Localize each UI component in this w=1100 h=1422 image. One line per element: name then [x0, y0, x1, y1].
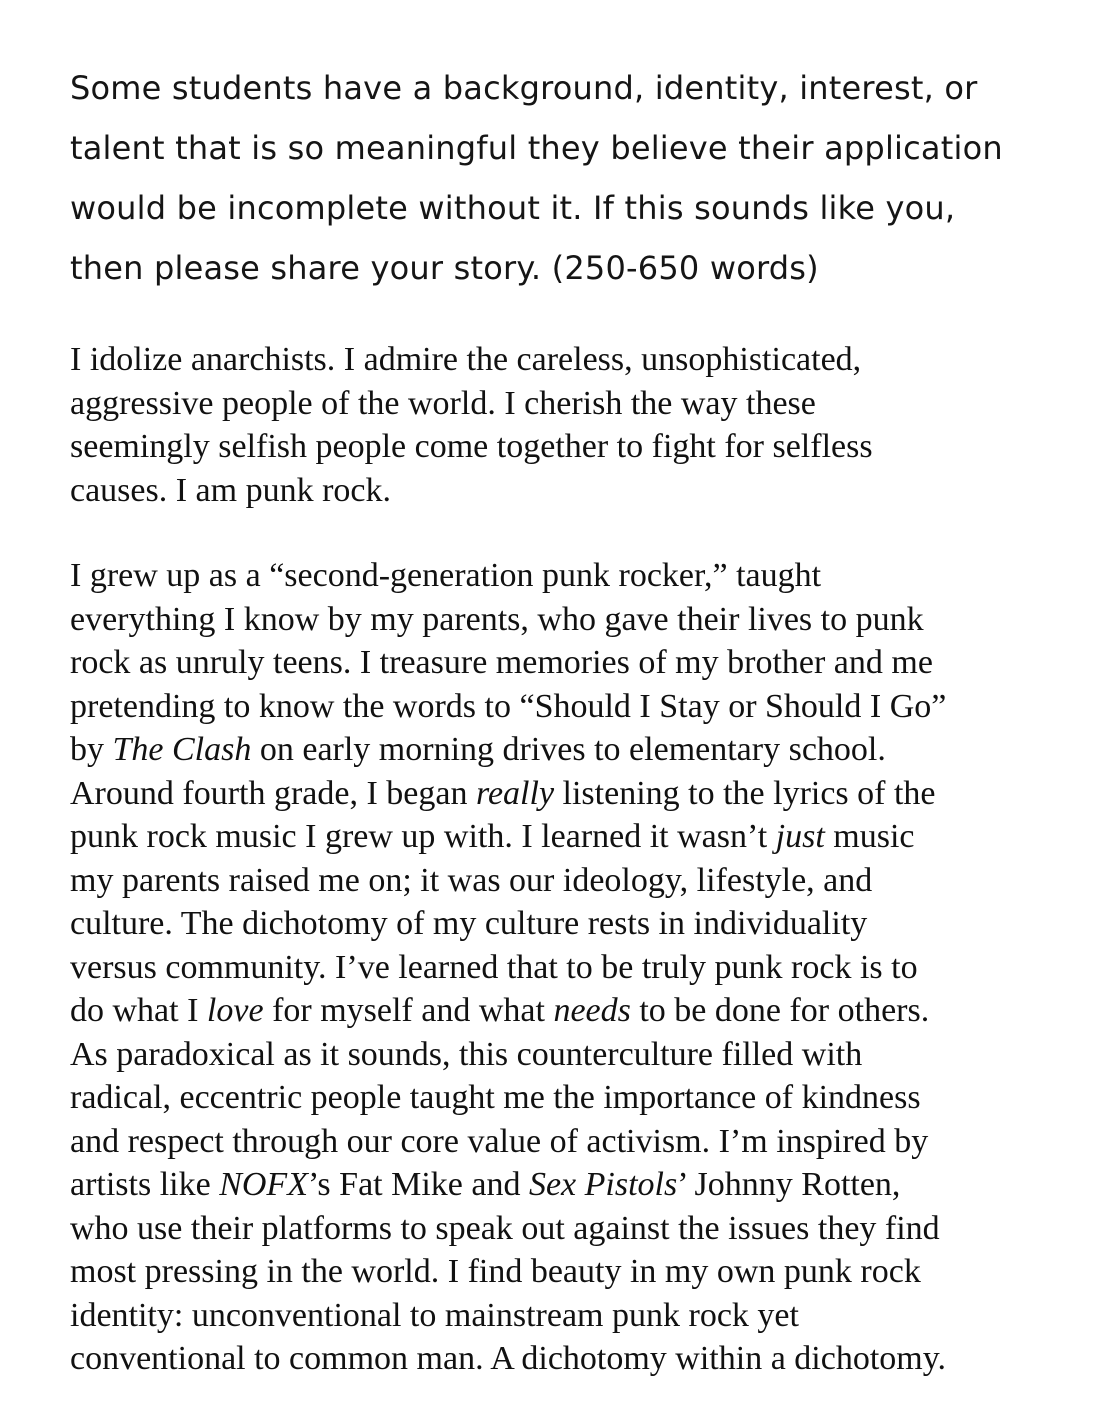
essay-line: pretending to know the words to “Should I Stay or Should I Go”	[70, 687, 947, 725]
prompt-line: Some students have a background, identity, interest, or	[70, 69, 978, 107]
essay-line: my parents raised me on; it was our ideology, lifestyle, and	[70, 861, 873, 899]
essay-line: everything I know by my parents, who gave their lives to punk	[70, 600, 924, 638]
essay-line: As paradoxical as it sounds, this counterculture filled with	[70, 1035, 863, 1073]
emphasis-really: really	[475, 774, 555, 812]
band-name-sex-pistols: Sex Pistols	[528, 1166, 678, 1203]
essay-line: rock as unruly teens. I treasure memories of my brother and me	[70, 644, 933, 681]
essay-line: causes. I am punk rock.	[70, 471, 392, 509]
essay-text: for myself and what	[263, 992, 554, 1029]
essay-line: radical, eccentric people taught me the importance of kindness	[70, 1079, 921, 1116]
essay-text: on early morning drives to elementary school.	[251, 731, 886, 768]
essay-text: ’s Fat Mike and	[307, 1166, 529, 1203]
essay-line: seemingly selfish people come together to fight for selfless	[70, 428, 873, 465]
essay-prompt	[70, 58, 1030, 298]
essay-text: ’ Johnny Rotten,	[677, 1166, 901, 1203]
essay-line: culture. The dichotomy of my culture rests in individuality	[70, 905, 868, 942]
essay-line: versus community. I’ve learned that to be truly punk rock is to	[70, 948, 918, 986]
emphasis-needs: needs	[553, 992, 631, 1029]
essay-line	[70, 815, 1030, 859]
essay-paragraph-1	[70, 338, 1030, 512]
essay-line: conventional to common man. A dichotomy within a dichotomy.	[70, 1340, 947, 1377]
essay-line: aggressive people of the world. I cherish the way these	[70, 384, 816, 422]
essay-line	[70, 989, 1030, 1033]
essay-line	[70, 728, 1030, 772]
essay-text: artists like	[70, 1166, 220, 1203]
essay-line: I idolize anarchists. I admire the careless, unsophisticated,	[70, 341, 862, 378]
essay-text: to be done for others.	[630, 992, 930, 1029]
essay-paragraph-2	[70, 554, 1030, 1381]
essay-text: do what I	[70, 992, 207, 1029]
essay-text: listening to the lyrics of the	[554, 774, 936, 812]
essay-line: who use their platforms to speak out against the issues they find	[70, 1209, 940, 1247]
essay-line: most pressing in the world. I find beauty in my own punk rock	[70, 1253, 921, 1290]
essay-text: music	[824, 818, 915, 855]
emphasis-just: just	[775, 818, 825, 855]
essay-line: identity: unconventional to mainstream punk rock yet	[70, 1296, 799, 1334]
emphasis-love: love	[206, 992, 264, 1029]
band-name-the-clash: The Clash	[112, 731, 252, 768]
essay-line: I grew up as a “second-generation punk rocker,” taught	[70, 557, 822, 594]
essay-text: by	[70, 731, 113, 768]
prompt-line: talent that is so meaningful they believe their application	[70, 129, 1003, 167]
essay-text: punk rock music I grew up with. I learned it wasn’t	[70, 818, 776, 855]
band-name-nofx: NOFX	[219, 1166, 308, 1203]
essay-text: Around fourth grade, I began	[70, 774, 476, 812]
prompt-line: would be incomplete without it. If this sounds like you,	[70, 189, 956, 227]
essay-line	[70, 772, 1030, 816]
essay-line: and respect through our core value of activism. I’m inspired by	[70, 1122, 929, 1160]
essay-line	[70, 1163, 1030, 1207]
prompt-line: then please share your story. (250-650 words)	[70, 249, 819, 287]
